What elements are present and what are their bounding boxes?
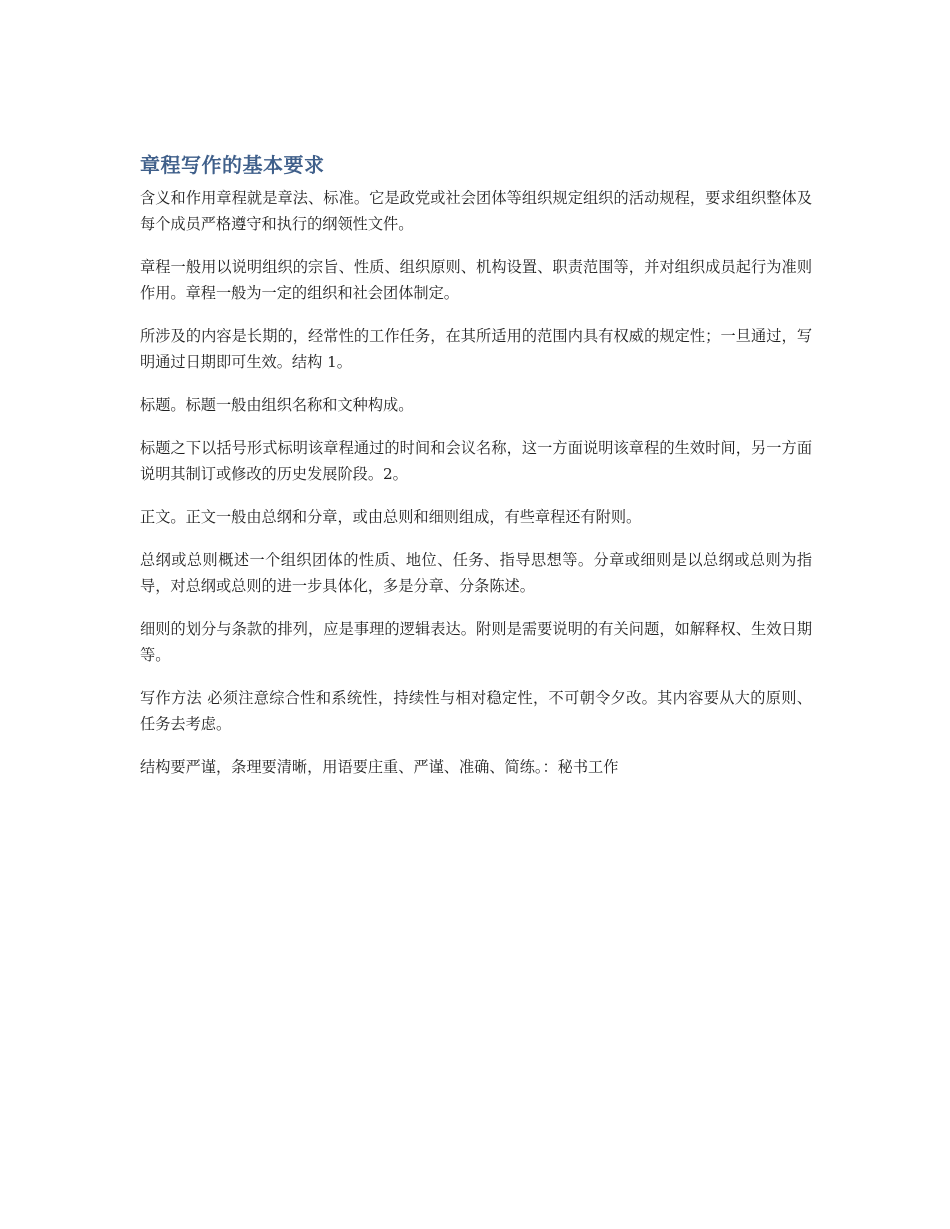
paragraph-writing-method: 写作方法 必须注意综合性和系统性，持续性与相对稳定性，不可朝令夕改。其内容要从大的原则、任务去考虑。 bbox=[140, 689, 812, 733]
paragraph-subtitle-note: 标题之下以括号形式标明该章程通过的时间和会议名称，这一方面说明该章程的生效时间，另一方面说明其制订或修改的历史发展阶段。2。 bbox=[140, 439, 812, 483]
document-title: 章程写作的基本要求 bbox=[140, 153, 325, 177]
paragraph-body-structure: 正文。正文一般由总纲和分章，或由总则和细则组成，有些章程还有附则。 bbox=[140, 508, 642, 526]
paragraph-general-rules: 总纲或总则概述一个组织团体的性质、地位、任务、指导思想等。分章或细则是以总纲或总则为指导，对总纲或总则的进一步具体化，多是分章、分条陈述。 bbox=[140, 551, 812, 595]
paragraph-style-requirements: 结构要严谨，条理要清晰，用语要庄重、严谨、准确、简练。：秘书工作 bbox=[140, 758, 619, 776]
document-body bbox=[140, 151, 812, 797]
paragraph-purpose: 章程一般用以说明组织的宗旨、性质、组织原则、机构设置、职责范围等，并对组织成员起行为准则作用。章程一般为一定的组织和社会团体制定。 bbox=[140, 258, 812, 302]
paragraph-detailed-rules: 细则的划分与条款的排列，应是事理的逻辑表达。附则是需要说明的有关问题，如解释权、生效日期等。 bbox=[140, 620, 812, 664]
paragraph-title-structure: 标题。标题一般由组织名称和文种构成。 bbox=[140, 396, 414, 414]
paragraph-definition: 含义和作用章程就是章法、标准。它是政党或社会团体等组织规定组织的活动规程，要求组织整体及每个成员严格遵守和执行的纲领性文件。 bbox=[140, 189, 812, 233]
paragraph-validity: 所涉及的内容是长期的，经常性的工作任务，在其所适用的范围内具有权威的规定性；一旦通过，写明通过日期即可生效。结构 1。 bbox=[140, 327, 812, 371]
